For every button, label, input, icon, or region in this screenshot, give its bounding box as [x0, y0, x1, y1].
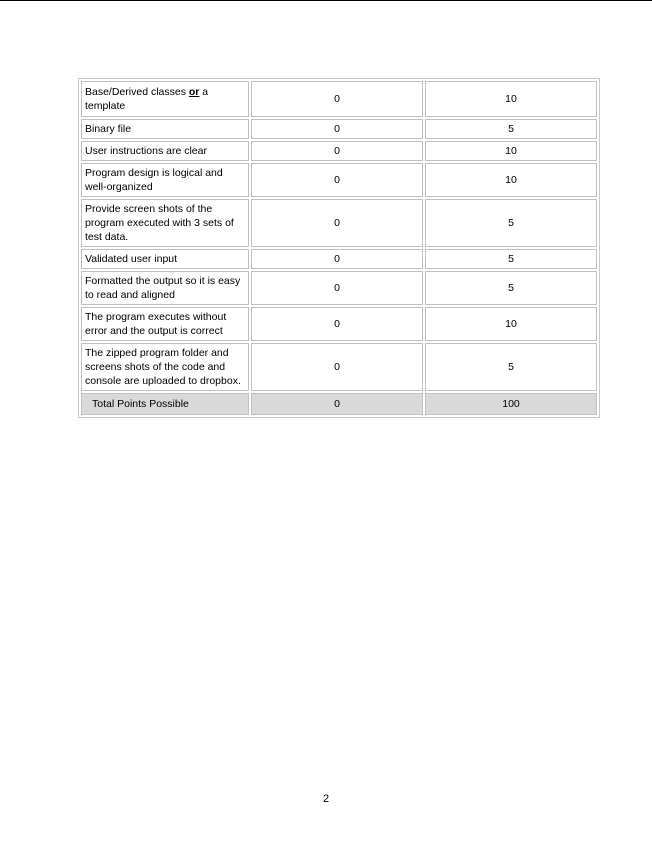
possible-cell: 5: [425, 199, 597, 247]
earned-cell: 0: [251, 271, 423, 305]
earned-cell: 0: [251, 249, 423, 269]
possible-cell: 10: [425, 307, 597, 341]
total-possible: 100: [425, 393, 597, 415]
criterion-cell: Program design is logical and well-organized: [81, 163, 249, 197]
header-rule: [0, 0, 652, 1]
possible-cell: 10: [425, 141, 597, 161]
rubric-table-container: [78, 78, 588, 418]
earned-cell: 0: [251, 199, 423, 247]
table-row: [81, 141, 597, 161]
table-row: [81, 199, 597, 247]
table-row: [81, 307, 597, 341]
possible-cell: 5: [425, 249, 597, 269]
possible-cell: 10: [425, 81, 597, 117]
table-row: [81, 271, 597, 305]
total-label: Total Points Possible: [81, 393, 249, 415]
possible-cell: 5: [425, 119, 597, 139]
earned-cell: 0: [251, 307, 423, 341]
table-row: [81, 163, 597, 197]
total-row: [81, 393, 597, 415]
criterion-cell: Binary file: [81, 119, 249, 139]
earned-cell: 0: [251, 343, 423, 391]
rubric-table: [78, 78, 600, 418]
table-row: [81, 81, 597, 117]
table-row: [81, 249, 597, 269]
earned-cell: 0: [251, 81, 423, 117]
criterion-cell: Formatted the output so it is easy to read and aligned: [81, 271, 249, 305]
criterion-cell: The zipped program folder and screens shots of the code and console are uploaded to dropbox.: [81, 343, 249, 391]
total-earned: 0: [251, 393, 423, 415]
criterion-cell: User instructions are clear: [81, 141, 249, 161]
possible-cell: 5: [425, 271, 597, 305]
criterion-cell: Base/Derived classes or a template: [81, 81, 249, 117]
possible-cell: 5: [425, 343, 597, 391]
criterion-cell: Validated user input: [81, 249, 249, 269]
earned-cell: 0: [251, 119, 423, 139]
earned-cell: 0: [251, 163, 423, 197]
page-number: 2: [322, 793, 330, 805]
table-row: [81, 119, 597, 139]
possible-cell: 10: [425, 163, 597, 197]
earned-cell: 0: [251, 141, 423, 161]
criterion-cell: Provide screen shots of the program executed with 3 sets of test data.: [81, 199, 249, 247]
criterion-cell: The program executes without error and the output is correct: [81, 307, 249, 341]
table-row: [81, 343, 597, 391]
